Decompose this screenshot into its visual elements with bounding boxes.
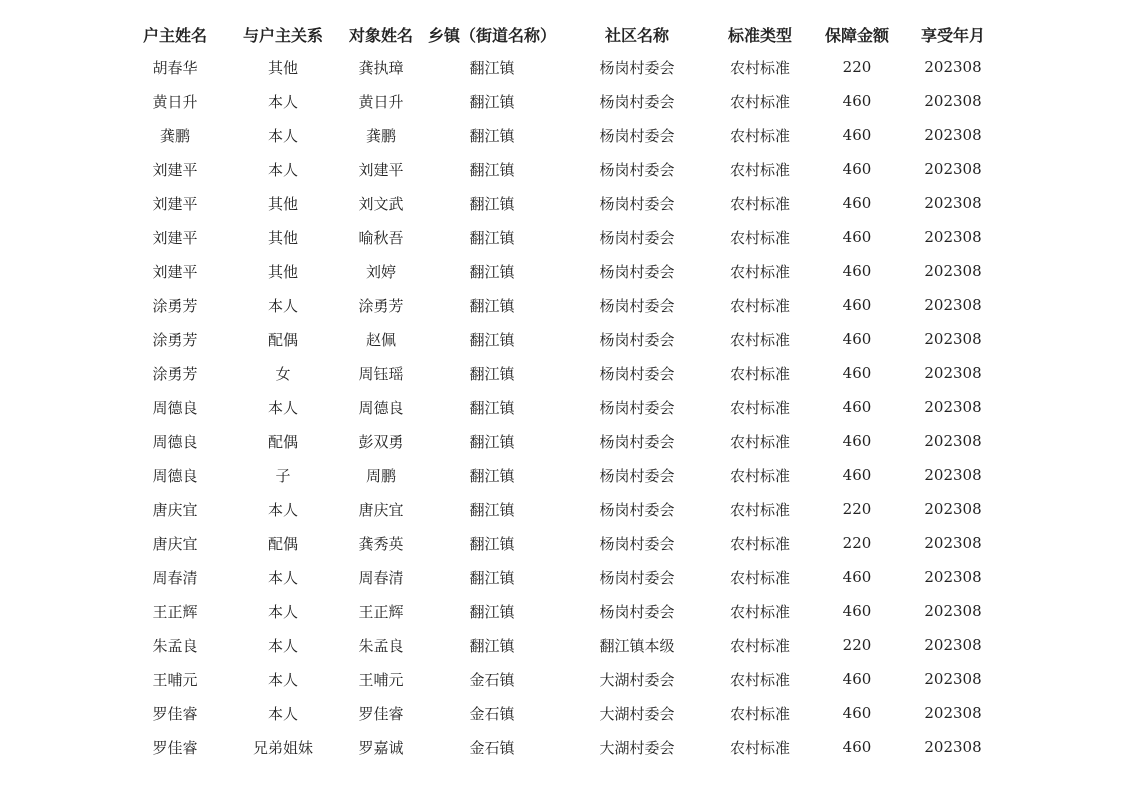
recipient-name-cell: 刘婷 [365,262,396,281]
recipient-name-cell: 龚秀英 [358,534,404,553]
relationship-cell: 本人 [267,398,298,417]
table-row [120,50,996,84]
recipient-name-cell: 罗佳睿 [358,704,404,723]
relationship-cell: 配偶 [267,534,298,553]
community-cell: 杨岗村委会 [599,296,675,315]
table-row [120,186,996,220]
township-cell: 金石镇 [469,704,515,723]
township-cell: 翻江镇 [469,262,515,281]
household-head-cell: 唐庆宜 [152,500,198,519]
relationship-cell: 本人 [267,160,298,179]
table-row [120,118,996,152]
month-cell: 202308 [924,228,982,246]
recipient-name-cell: 周春清 [358,568,404,587]
month-cell: 202308 [924,534,982,552]
header-township: 乡镇（街道名称） [427,25,556,45]
table-row [120,526,996,560]
recipient-name-cell: 唐庆宜 [358,500,404,519]
amount-cell: 460 [842,296,872,314]
township-cell: 翻江镇 [469,466,515,485]
household-head-cell: 涂勇芳 [152,296,198,315]
township-cell: 翻江镇 [469,534,515,553]
township-cell: 翻江镇 [469,58,515,77]
standard-type-cell: 农村标准 [729,704,790,723]
table-row [120,560,996,594]
header-community: 社区名称 [604,25,669,45]
community-cell: 杨岗村委会 [599,330,675,349]
month-cell: 202308 [924,296,982,314]
month-cell: 202308 [924,398,982,416]
community-cell: 杨岗村委会 [599,500,675,519]
township-cell: 翻江镇 [469,500,515,519]
household-head-cell: 胡春华 [152,58,198,77]
month-cell: 202308 [924,500,982,518]
recipient-name-cell: 龚鹏 [365,126,396,145]
community-cell: 杨岗村委会 [599,58,675,77]
township-cell: 翻江镇 [469,160,515,179]
community-cell: 杨岗村委会 [599,126,675,145]
township-cell: 翻江镇 [469,602,515,621]
amount-cell: 460 [842,330,872,348]
header-month: 享受年月 [920,25,985,45]
relationship-cell: 其他 [267,262,298,281]
amount-cell: 220 [842,58,872,76]
community-cell: 大湖村委会 [599,670,675,689]
table-row [120,424,996,458]
household-head-cell: 刘建平 [152,160,198,179]
month-cell: 202308 [924,738,982,756]
relationship-cell: 本人 [267,500,298,519]
relationship-cell: 其他 [267,58,298,77]
recipient-name-cell: 周鹏 [365,466,396,485]
relationship-cell: 本人 [267,296,298,315]
table-row [120,458,996,492]
month-cell: 202308 [924,126,982,144]
month-cell: 202308 [924,704,982,722]
standard-type-cell: 农村标准 [729,636,790,655]
amount-cell: 460 [842,466,872,484]
recipient-name-cell: 涂勇芳 [358,296,404,315]
community-cell: 杨岗村委会 [599,194,675,213]
table-row [120,322,996,356]
household-head-cell: 周春清 [152,568,198,587]
household-head-cell: 王正辉 [152,602,198,621]
recipient-name-cell: 赵佩 [365,330,396,349]
standard-type-cell: 农村标准 [729,670,790,689]
month-cell: 202308 [924,364,982,382]
header-household-head: 户主姓名 [142,25,207,45]
header-relationship: 与户主关系 [242,25,323,45]
community-cell: 杨岗村委会 [599,262,675,281]
standard-type-cell: 农村标准 [729,568,790,587]
relationship-cell: 兄弟姐妹 [252,738,313,757]
recipient-name-cell: 黄日升 [358,92,404,111]
standard-type-cell: 农村标准 [729,194,790,213]
standard-type-cell: 农村标准 [729,330,790,349]
relationship-cell: 本人 [267,126,298,145]
recipient-name-cell: 王正辉 [358,602,404,621]
table-row [120,628,996,662]
township-cell: 金石镇 [469,670,515,689]
amount-cell: 460 [842,398,872,416]
household-head-cell: 罗佳睿 [152,738,198,757]
community-cell: 大湖村委会 [599,738,675,757]
amount-cell: 460 [842,160,872,178]
township-cell: 翻江镇 [469,194,515,213]
household-head-cell: 朱孟良 [152,636,198,655]
community-cell: 杨岗村委会 [599,364,675,383]
household-head-cell: 涂勇芳 [152,364,198,383]
relationship-cell: 女 [275,364,291,383]
household-head-cell: 罗佳睿 [152,704,198,723]
household-head-cell: 周德良 [152,398,198,417]
township-cell: 翻江镇 [469,126,515,145]
household-head-cell: 黄日升 [152,92,198,111]
month-cell: 202308 [924,194,982,212]
community-cell: 杨岗村委会 [599,398,675,417]
township-cell: 翻江镇 [469,432,515,451]
amount-cell: 460 [842,364,872,382]
household-head-cell: 刘建平 [152,262,198,281]
standard-type-cell: 农村标准 [729,398,790,417]
community-cell: 翻江镇本级 [599,636,675,655]
household-head-cell: 唐庆宜 [152,534,198,553]
standard-type-cell: 农村标准 [729,500,790,519]
community-cell: 杨岗村委会 [599,466,675,485]
table-row [120,288,996,322]
household-head-cell: 刘建平 [152,194,198,213]
township-cell: 翻江镇 [469,398,515,417]
standard-type-cell: 农村标准 [729,126,790,145]
month-cell: 202308 [924,466,982,484]
amount-cell: 460 [842,704,872,722]
table-row [120,220,996,254]
table-body [120,50,996,764]
township-cell: 翻江镇 [469,636,515,655]
standard-type-cell: 农村标准 [729,364,790,383]
standard-type-cell: 农村标准 [729,602,790,621]
standard-type-cell: 农村标准 [729,432,790,451]
community-cell: 杨岗村委会 [599,568,675,587]
relationship-cell: 其他 [267,194,298,213]
recipient-name-cell: 彭双勇 [358,432,404,451]
standard-type-cell: 农村标准 [729,296,790,315]
recipient-name-cell: 龚执璋 [358,58,404,77]
community-cell: 杨岗村委会 [599,534,675,553]
month-cell: 202308 [924,330,982,348]
amount-cell: 460 [842,602,872,620]
month-cell: 202308 [924,432,982,450]
month-cell: 202308 [924,160,982,178]
month-cell: 202308 [924,602,982,620]
township-cell: 翻江镇 [469,92,515,111]
community-cell: 杨岗村委会 [599,92,675,111]
table-row [120,594,996,628]
month-cell: 202308 [924,636,982,654]
table-row [120,84,996,118]
recipient-name-cell: 罗嘉诚 [358,738,404,757]
recipient-name-cell: 喻秋吾 [358,228,404,247]
table-row [120,390,996,424]
month-cell: 202308 [924,670,982,688]
amount-cell: 460 [842,194,872,212]
relationship-cell: 本人 [267,92,298,111]
header-standard-type: 标准类型 [727,25,792,45]
amount-cell: 460 [842,738,872,756]
amount-cell: 460 [842,228,872,246]
relationship-cell: 本人 [267,704,298,723]
month-cell: 202308 [924,58,982,76]
relationship-cell: 本人 [267,636,298,655]
community-cell: 杨岗村委会 [599,602,675,621]
household-head-cell: 周德良 [152,466,198,485]
standard-type-cell: 农村标准 [729,58,790,77]
amount-cell: 460 [842,126,872,144]
beneficiary-table [120,18,996,764]
relationship-cell: 本人 [267,670,298,689]
township-cell: 翻江镇 [469,330,515,349]
relationship-cell: 子 [275,466,291,485]
recipient-name-cell: 刘建平 [358,160,404,179]
relationship-cell: 本人 [267,602,298,621]
amount-cell: 460 [842,568,872,586]
community-cell: 大湖村委会 [599,704,675,723]
relationship-cell: 本人 [267,568,298,587]
community-cell: 杨岗村委会 [599,160,675,179]
community-cell: 杨岗村委会 [599,228,675,247]
table-row [120,696,996,730]
standard-type-cell: 农村标准 [729,228,790,247]
amount-cell: 220 [842,534,872,552]
amount-cell: 220 [842,500,872,518]
relationship-cell: 配偶 [267,432,298,451]
standard-type-cell: 农村标准 [729,534,790,553]
household-head-cell: 刘建平 [152,228,198,247]
table-row [120,730,996,764]
month-cell: 202308 [924,568,982,586]
table-row [120,254,996,288]
standard-type-cell: 农村标准 [729,738,790,757]
standard-type-cell: 农村标准 [729,466,790,485]
township-cell: 翻江镇 [469,568,515,587]
amount-cell: 460 [842,432,872,450]
household-head-cell: 涂勇芳 [152,330,198,349]
household-head-cell: 王哺元 [152,670,198,689]
amount-cell: 220 [842,636,872,654]
community-cell: 杨岗村委会 [599,432,675,451]
household-head-cell: 龚鹏 [159,126,190,145]
township-cell: 金石镇 [469,738,515,757]
table-row [120,152,996,186]
amount-cell: 460 [842,670,872,688]
standard-type-cell: 农村标准 [729,92,790,111]
header-recipient-name: 对象姓名 [348,25,413,45]
recipient-name-cell: 朱孟良 [358,636,404,655]
standard-type-cell: 农村标准 [729,262,790,281]
relationship-cell: 其他 [267,228,298,247]
township-cell: 翻江镇 [469,296,515,315]
table-row [120,356,996,390]
township-cell: 翻江镇 [469,364,515,383]
standard-type-cell: 农村标准 [729,160,790,179]
month-cell: 202308 [924,92,982,110]
header-row [120,18,996,50]
table-row [120,492,996,526]
recipient-name-cell: 王哺元 [358,670,404,689]
recipient-name-cell: 周德良 [358,398,404,417]
month-cell: 202308 [924,262,982,280]
amount-cell: 460 [842,92,872,110]
township-cell: 翻江镇 [469,228,515,247]
amount-cell: 460 [842,262,872,280]
recipient-name-cell: 刘文武 [358,194,404,213]
table-row [120,662,996,696]
header-amount: 保障金额 [824,25,889,45]
recipient-name-cell: 周钰瑶 [358,364,404,383]
relationship-cell: 配偶 [267,330,298,349]
household-head-cell: 周德良 [152,432,198,451]
